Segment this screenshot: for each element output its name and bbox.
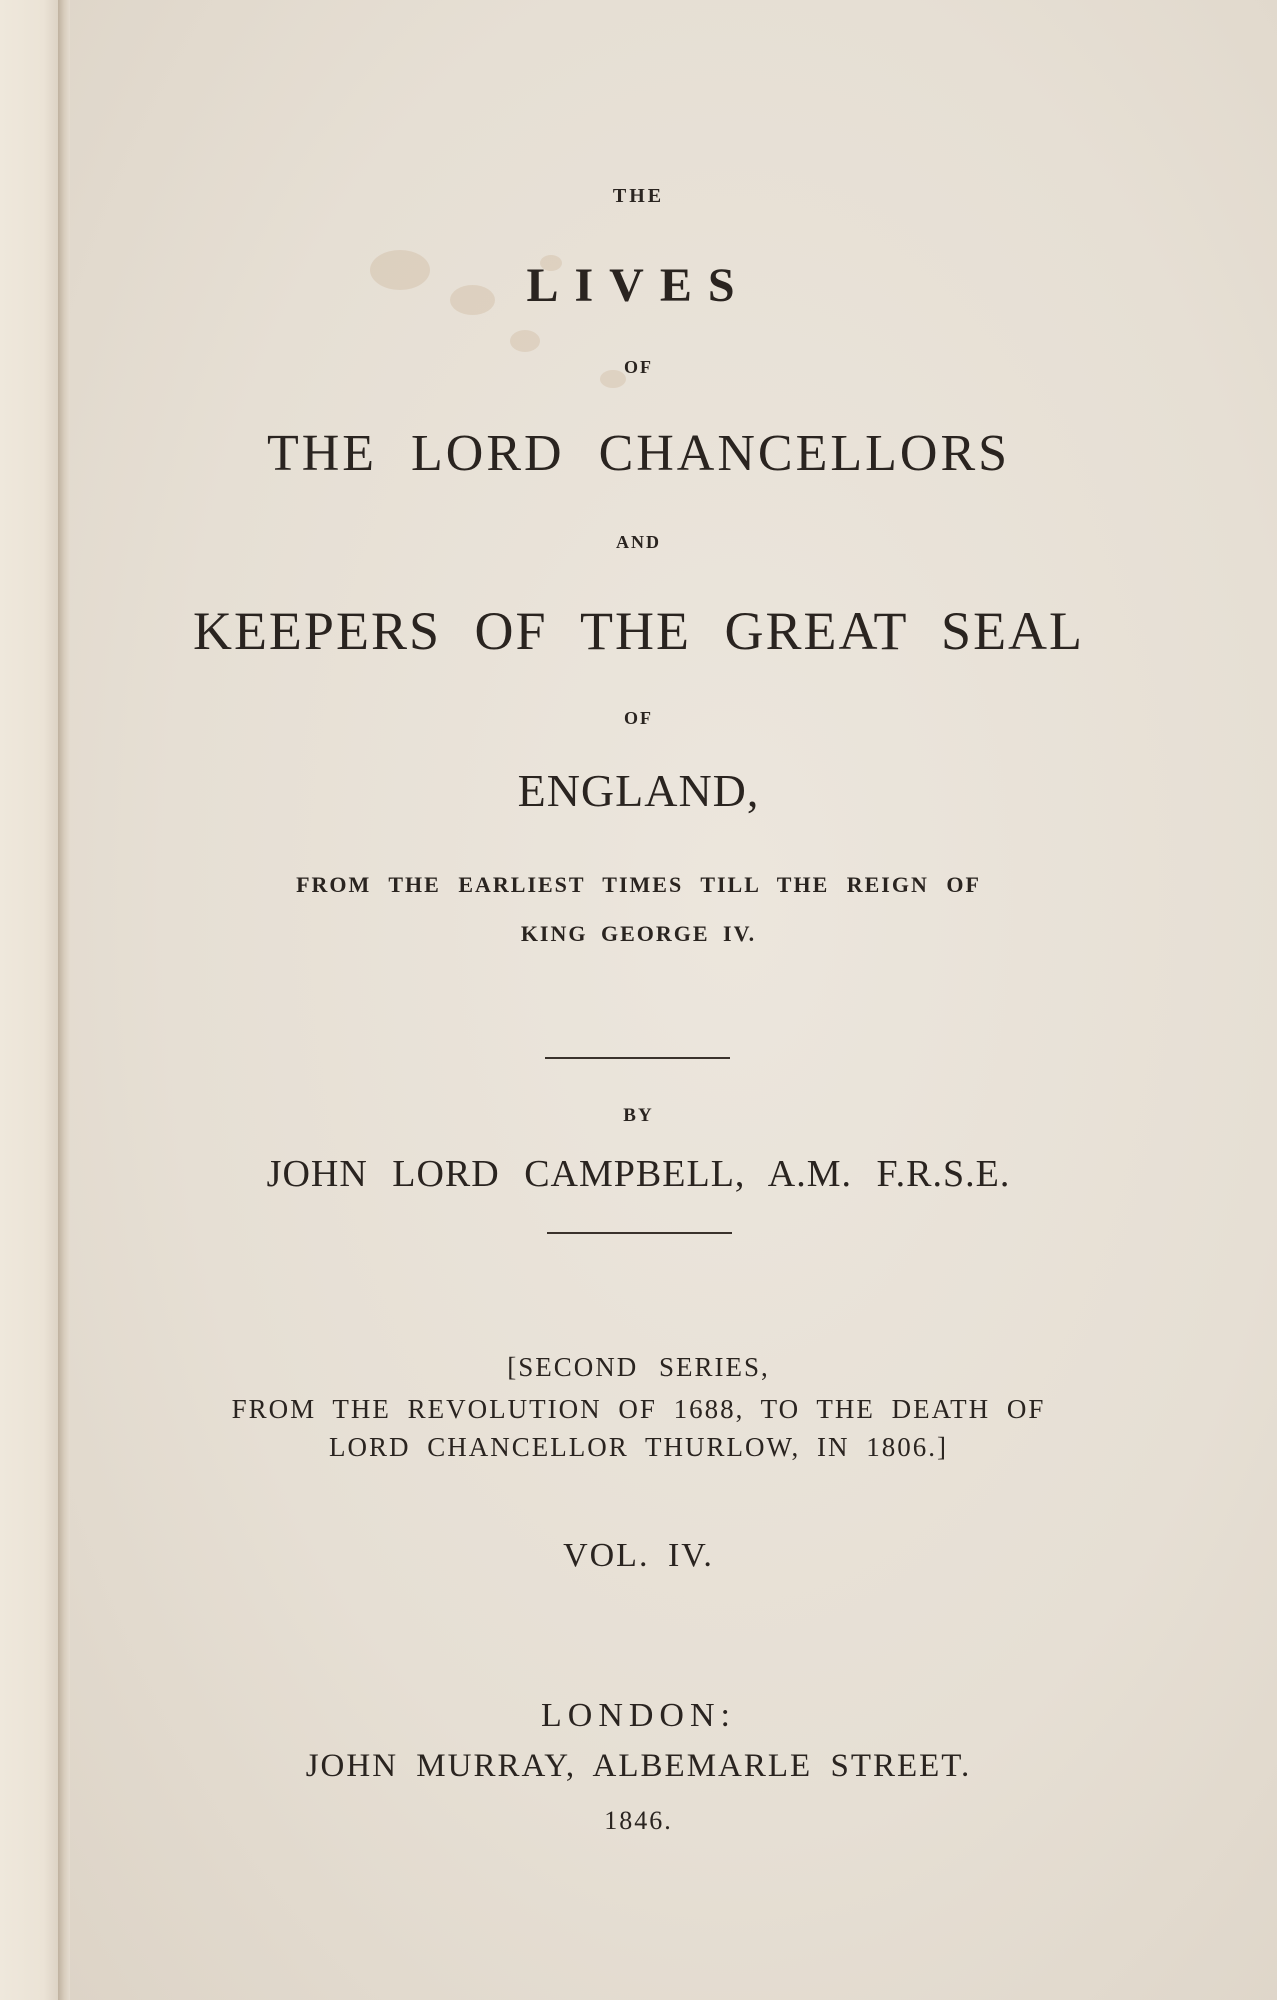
- divider-rule-bottom: [547, 1232, 732, 1234]
- title-the: THE: [612, 185, 665, 207]
- subtitle-line-2: KING GEORGE IV.: [520, 921, 757, 946]
- series-line-2: FROM THE REVOLUTION OF 1688, TO THE DEATH OF: [231, 1394, 1046, 1424]
- author-name: JOHN LORD CAMPBELL, A.M. F.R.S.E.: [266, 1153, 1011, 1195]
- foxing-stain: [510, 330, 540, 352]
- by-label: BY: [623, 1105, 654, 1126]
- imprint-publisher: JOHN MURRAY, ALBEMARLE STREET.: [305, 1748, 972, 1784]
- title-keepers-great-seal: KEEPERS OF THE GREAT SEAL: [192, 601, 1085, 661]
- title-and: AND: [616, 532, 661, 552]
- title-of-2: OF: [624, 708, 653, 728]
- volume-number: VOL. IV.: [563, 1537, 714, 1574]
- divider-rule-top: [545, 1057, 730, 1059]
- series-line-1: [SECOND SERIES,: [507, 1352, 770, 1382]
- series-line-3: LORD CHANCELLOR THURLOW, IN 1806.]: [329, 1432, 948, 1462]
- imprint-place: LONDON:: [541, 1697, 736, 1734]
- imprint-year: 1846.: [604, 1806, 673, 1835]
- subtitle-line-1: FROM THE EARLIEST TIMES TILL THE REIGN OF: [296, 872, 981, 897]
- title-lives: LIVES: [526, 259, 751, 312]
- title-england: ENGLAND,: [517, 765, 760, 816]
- title-of-1: OF: [624, 357, 653, 377]
- title-lord-chancellors: THE LORD CHANCELLORS: [266, 425, 1011, 482]
